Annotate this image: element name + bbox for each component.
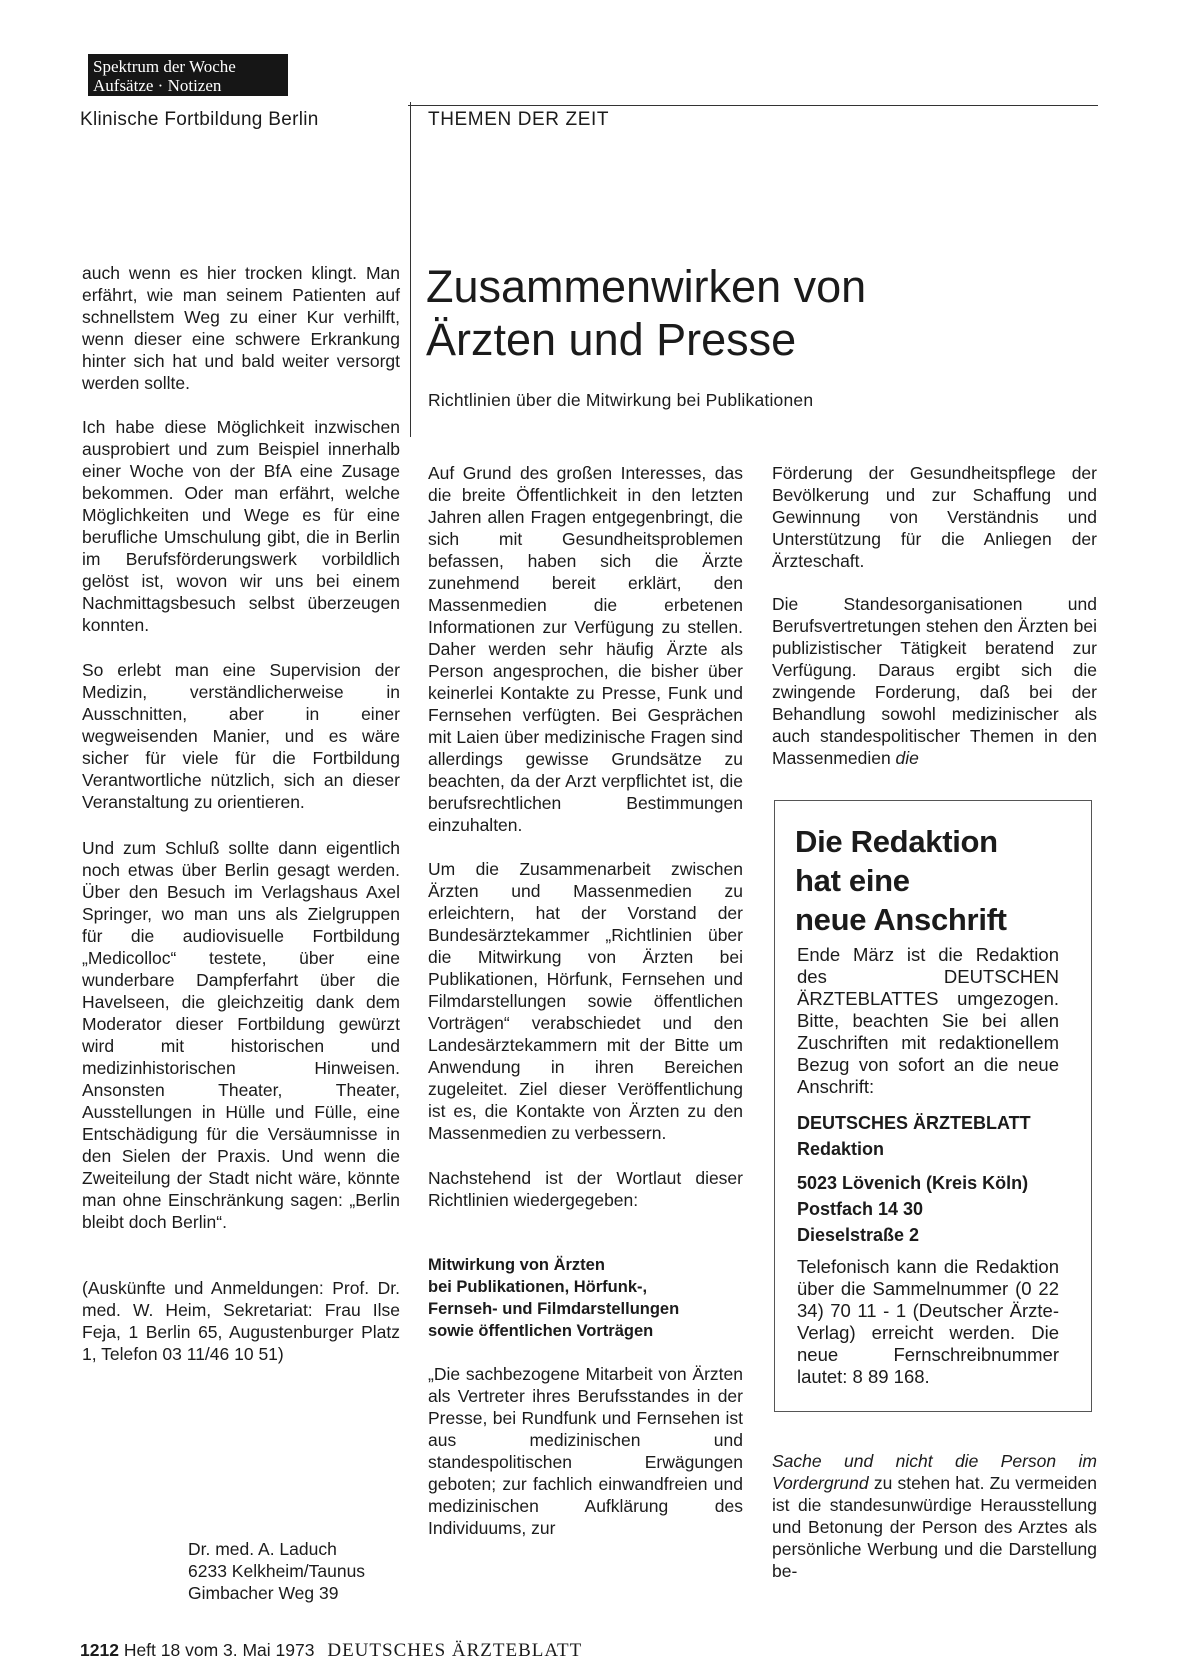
header-rule — [408, 105, 1098, 106]
notice-address — [797, 1110, 1031, 1248]
notice-title-line: hat eine — [795, 863, 910, 898]
author-name: Dr. med. A. Laduch — [188, 1539, 337, 1559]
page-number: 1212 — [80, 1640, 119, 1660]
middle-column — [428, 462, 743, 1539]
paragraph: Förderung der Gesundheitspflege der Bevölkerung und zur Schaffung und Gewinnung von Verständnis und Unterstützung für die Anliegen der Ärzteschaft. — [772, 463, 1097, 571]
section-label-right: THEMEN DER ZEIT — [428, 109, 610, 130]
section-badge — [88, 54, 288, 96]
headline-line-1: Zusammenwirken von — [426, 261, 867, 312]
paragraph: Um die Zusammenarbeit zwischen Ärzten und Massenmedien zu erleichtern, hat der Vorstand der Bundesärztekammer „Richtlinien über die Mitwirkung von Ärzten bei Publikationen, Hörfunk, Fernsehen und Filmdarstellungen sowie öffentlichen Vorträgen“ verabschiedet und den Landesärztekammern mit der Bitte um Anwendung in ihren Bereichen zugeleitet. Ziel dieser Veröffentlichung ist es, die Kontakte von Ärzten zu den Massenmedien zu verbessern. — [428, 859, 743, 1143]
badge-line-2: Aufsätze · Notizen — [93, 76, 222, 95]
paragraph: Auf Grund des großen Interesses, das die breite Öffentlichkeit in den letzten Jahren allen Fragen entgegenbringt, die sich mit Gesundheitsproblemen befassen, haben sich die Ärzte zunehmend bereit erklärt, den Massenmedien die erbetenen Informationen zur Verfügung zu stellen. Daher werden sehr häufig Ärzte als Person angesprochen, die bisher über keinerlei Kontakte zu Presse, Funk und Fernsehen verfügten. Bei Gesprächen mit Laien über medizinische Fragen sind allerdings gewisse Grundsätze zu beachten, da der Arzt verpflichtet ist, die berufsrechtlichen Bestimmungen einzuhalten. — [428, 463, 743, 835]
paragraph: Nachstehend ist der Wortlaut dieser Richtlinien wiedergegeben: — [428, 1168, 743, 1210]
address-line: DEUTSCHES ÄRZTEBLATT — [797, 1113, 1031, 1133]
address-line: Postfach 14 30 — [797, 1199, 924, 1219]
notice-body: Ende März ist die Redaktion des DEUTSCHEN ÄRZTEBLATTES umgezogen. Bitte, beachten Sie bei allen Zuschriften mit redaktionellem Bezug von sofort an die neue Anschrift: — [797, 944, 1059, 1097]
notice-phone: Telefonisch kann die Redaktion über die Sammelnummer (0 22 34) 70 11 - 1 (Deutscher Ärzte-Verlag) erreicht werden. Die neue Fernschreibnummer lautet: 8 89 168. — [797, 1256, 1059, 1387]
address-line: 5023 Lövenich (Kreis Köln) — [797, 1173, 1029, 1193]
italic-word: die — [895, 748, 919, 768]
article-headline — [426, 260, 866, 366]
left-column — [82, 262, 400, 1365]
magazine-name: DEUTSCHES ÄRZTEBLATT — [327, 1640, 583, 1661]
guideline-heading-line: Fernseh- und Filmdarstellungen — [428, 1300, 680, 1318]
notice-title-line: neue Anschrift — [795, 902, 1007, 937]
notice-title-line: Die Redaktion — [795, 824, 998, 859]
paragraph-text: Die Standesorganisationen und Berufsvertretungen stehen den Ärzten bei publizistischer Tätigkeit beratend zur Verfügung. Daraus ergibt sich die zwingende Forderung, daß bei der Behandlung sowohl medizinischer als auch standespolitischer Themen in den Massenmedien — [772, 594, 1097, 768]
guideline-heading-line: bei Publikationen, Hörfunk-, — [428, 1278, 648, 1296]
guideline-heading — [428, 1254, 743, 1342]
author-signature — [188, 1538, 365, 1604]
author-city: 6233 Kelkheim/Taunus — [188, 1561, 366, 1581]
author-street: Gimbacher Weg 39 — [188, 1583, 339, 1603]
issue-info: Heft 18 vom 3. Mai 1973 — [123, 1640, 315, 1660]
paragraph: Ich habe diese Möglichkeit inzwischen ausprobiert und zum Beispiel innerhalb einer Woche von der BfA eine Zusage bekommen. Oder man erfährt, welche Möglichkeiten und Wege es für eine berufliche Umschulung gibt, die in Berlin im Berufsförderungswerk vorbildlich gelöst ist, wovon wir uns bei einem Nachmittagsbesuch selbst überzeugen konnten. — [82, 417, 400, 635]
paragraph: auch wenn es hier trocken klingt. Man erfährt, wie man seinem Patienten auf schnellstem Weg zu einer Kur verhilft, wenn dieser eine schwere Erkrankung hinter sich hat und bald weiter versorgt werden sollte. — [82, 263, 400, 393]
notice-title — [795, 822, 1007, 939]
column-divider — [410, 102, 411, 437]
right-column-continuation — [772, 1450, 1097, 1582]
paragraph — [772, 1450, 1097, 1582]
guideline-heading-line: Mitwirkung von Ärzten — [428, 1256, 605, 1274]
headline-line-2: Ärzten und Presse — [426, 314, 797, 365]
paragraph: So erlebt man eine Supervision der Medizin, verständlicherweise in Ausschnitten, aber in einer wegweisenden Manier, und es wäre sicher für viele für die Fortbildung Verantwortliche nützlich, sich an dieser Veranstaltung zu orientieren. — [82, 660, 400, 812]
paragraph — [772, 593, 1097, 769]
italic-phrase: Sache und nicht die Person im Vordergrund — [772, 1451, 1097, 1493]
address-line: Redaktion — [797, 1139, 885, 1159]
article-subheadline: Richtlinien über die Mitwirkung bei Publikationen — [428, 390, 814, 410]
contact-info: (Auskünfte und Anmeldungen: Prof. Dr. med. W. Heim, Sekretariat: Frau Ilse Feja, 1 Berlin 65, Augustenburger Platz 1, Telefon 03 11/46 10 51) — [82, 1278, 400, 1364]
badge-line-1: Spektrum der Woche — [93, 57, 236, 76]
section-label-left: Klinische Fortbildung Berlin — [80, 109, 319, 130]
paragraph-text: zu stehen hat. Zu vermeiden ist die standesunwürdige Herausstellung und Betonung der Person des Arztes als persönliche Werbung und die Darstellung be- — [772, 1473, 1097, 1581]
page-footer — [80, 1640, 582, 1662]
guideline-quote: „Die sachbezogene Mitarbeit von Ärzten als Vertreter ihres Berufsstandes in der Presse, bei Rundfunk und Fernsehen ist aus medizinischen und standespolitischen Erwägungen geboten; zur fachlich einwandfreien und medizinischen Aufklärung des Individuums, zur — [428, 1364, 743, 1538]
guideline-heading-line: sowie öffentlichen Vorträgen — [428, 1322, 654, 1340]
address-line: Dieselstraße 2 — [797, 1225, 920, 1245]
paragraph: Und zum Schluß sollte dann eigentlich noch etwas über Berlin gesagt werden. Über den Besuch im Verlagshaus Axel Springer, wo man uns als Zielgruppen für die audiovisuelle Fortbildung „Medicolloc“ testete, über eine wunderbare Dampferfahrt über die Havelseen, die gleichzeitig dank dem Moderator dieser Fortbildung gewürzt wird mit historischen und medizinhistorischen Hinweisen. Ansonsten Theater, Theater, Ausstellungen in Hülle und Fülle, eine Entschädigung für die Versäumnisse in den Sielen der Praxis. Und wenn die Zweiteilung der Stadt nicht wäre, könnte man ohne Einschränkung sagen: „Berlin bleibt doch Berlin“. — [82, 838, 400, 1232]
right-column — [772, 462, 1097, 769]
